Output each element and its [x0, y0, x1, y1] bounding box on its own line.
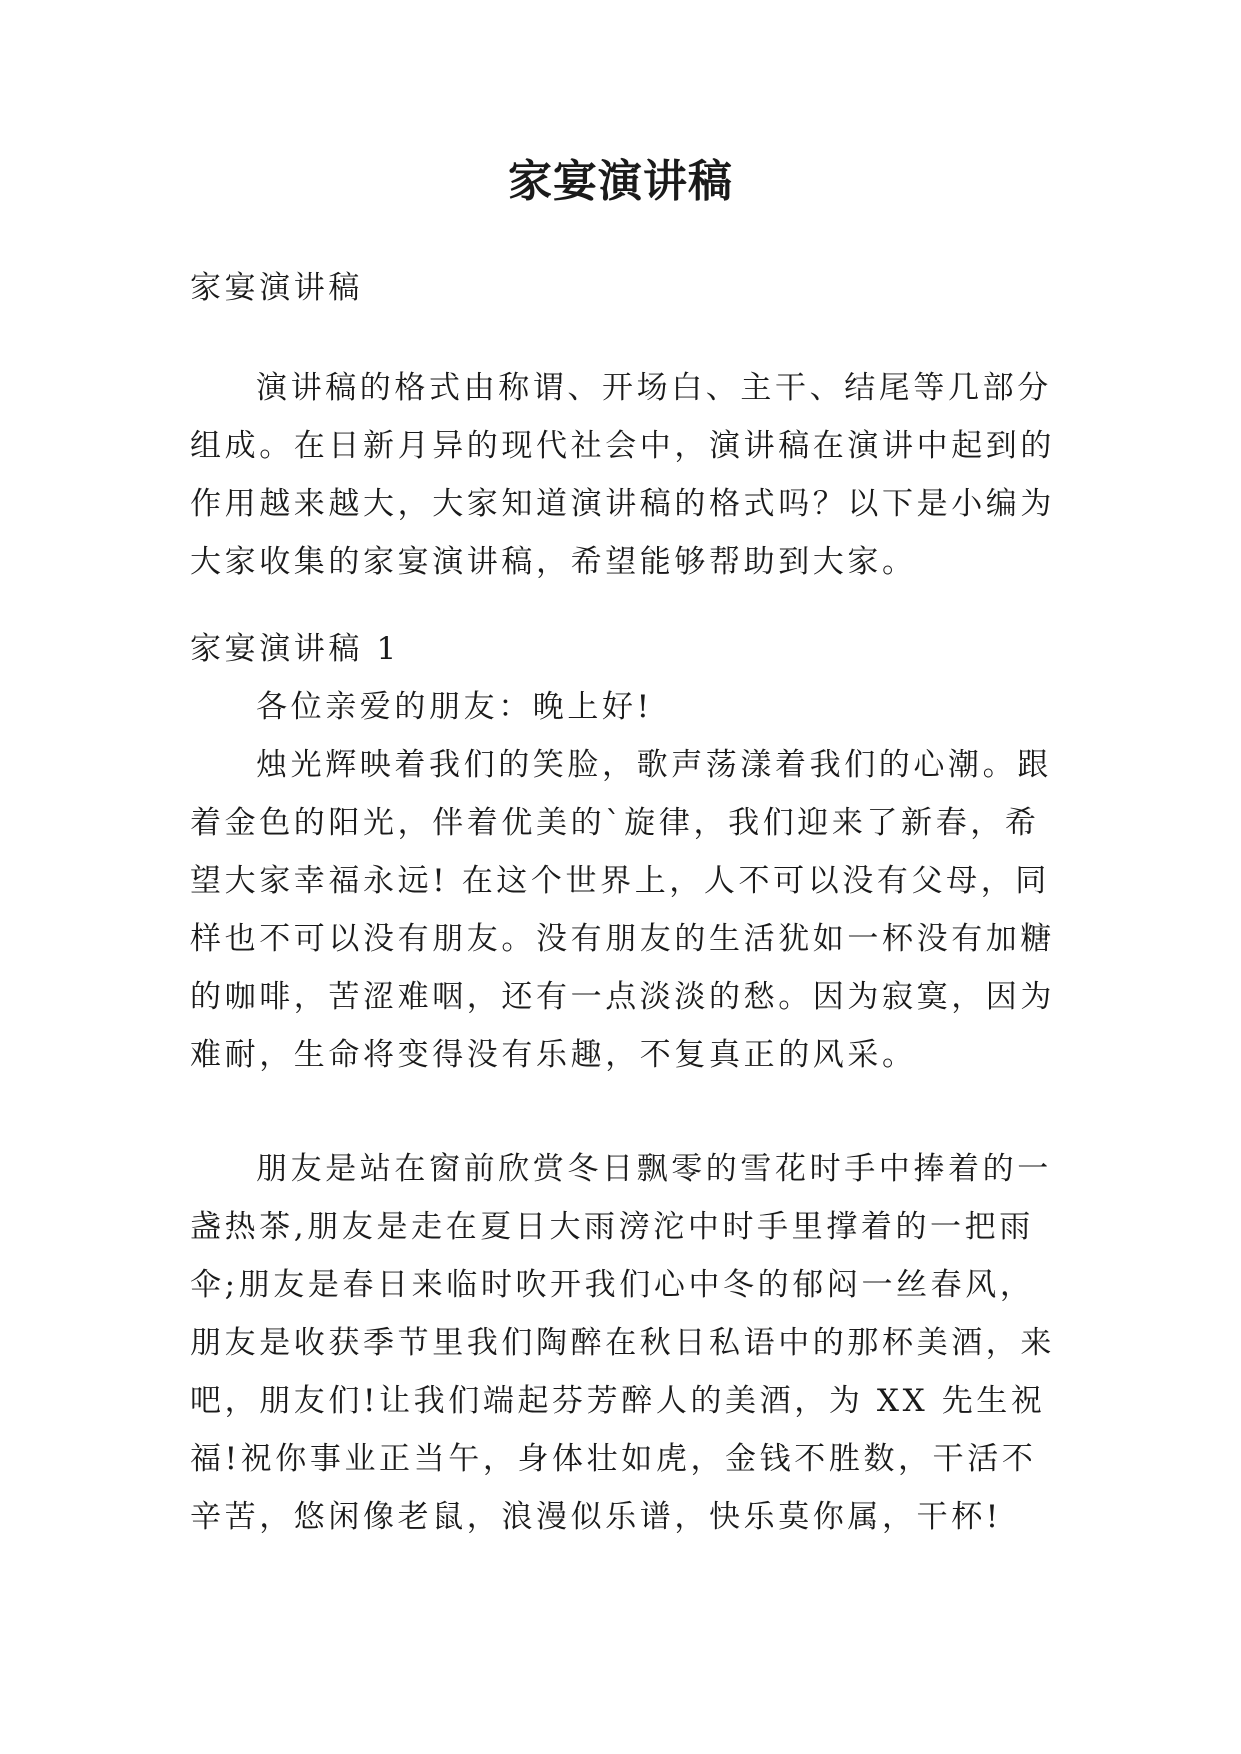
greeting-line: 各位亲爱的朋友：晚上好! [256, 689, 653, 725]
body-paragraph-2: 朋友是站在窗前欣赏冬日飘零的雪花时手中捧着的一盏热茶,朋友是走在夏日大雨滂沱中时手里撑着的一把雨伞;朋友是春日来临时吹开我们心中冬的郁闷一丝春风，朋友是收获季节里我们陶醉在秋日私语中的那杯美酒，来吧，朋友们!让我们端起芬芳醉人的美酒，为 XX 先生祝福!祝你事业正当午，身体壮如虎，金钱不胜数，干活不辛苦，悠闲像老鼠，浪漫似乐谱，快乐莫你属，干杯! [190, 1151, 1055, 1535]
document-subtitle: 家宴演讲稿 [190, 270, 363, 306]
section-heading: 家宴演讲稿 1 [190, 631, 400, 667]
body-paragraph-1: 烛光辉映着我们的笑脸，歌声荡漾着我们的心潮。跟着金色的阳光，伴着优美的`旋律，我们迎来了新春，希望大家幸福永远! 在这个世界上，人不可以没有父母，同样也不可以没有朋友。没有朋友的生活犹如一杯没有加糖的咖啡，苦涩难咽，还有一点淡淡的愁。因为寂寞，因为难耐，生命将变得没有乐趣，不复真正的风采。 [190, 747, 1055, 1073]
document-title: 家宴演讲稿 [508, 156, 733, 207]
intro-paragraph: 演讲稿的格式由称谓、开场白、主干、结尾等几部分组成。在日新月异的现代社会中，演讲稿在演讲中起到的作用越来越大，大家知道演讲稿的格式吗？以下是小编为大家收集的家宴演讲稿，希望能够帮助到大家。 [190, 370, 1055, 580]
